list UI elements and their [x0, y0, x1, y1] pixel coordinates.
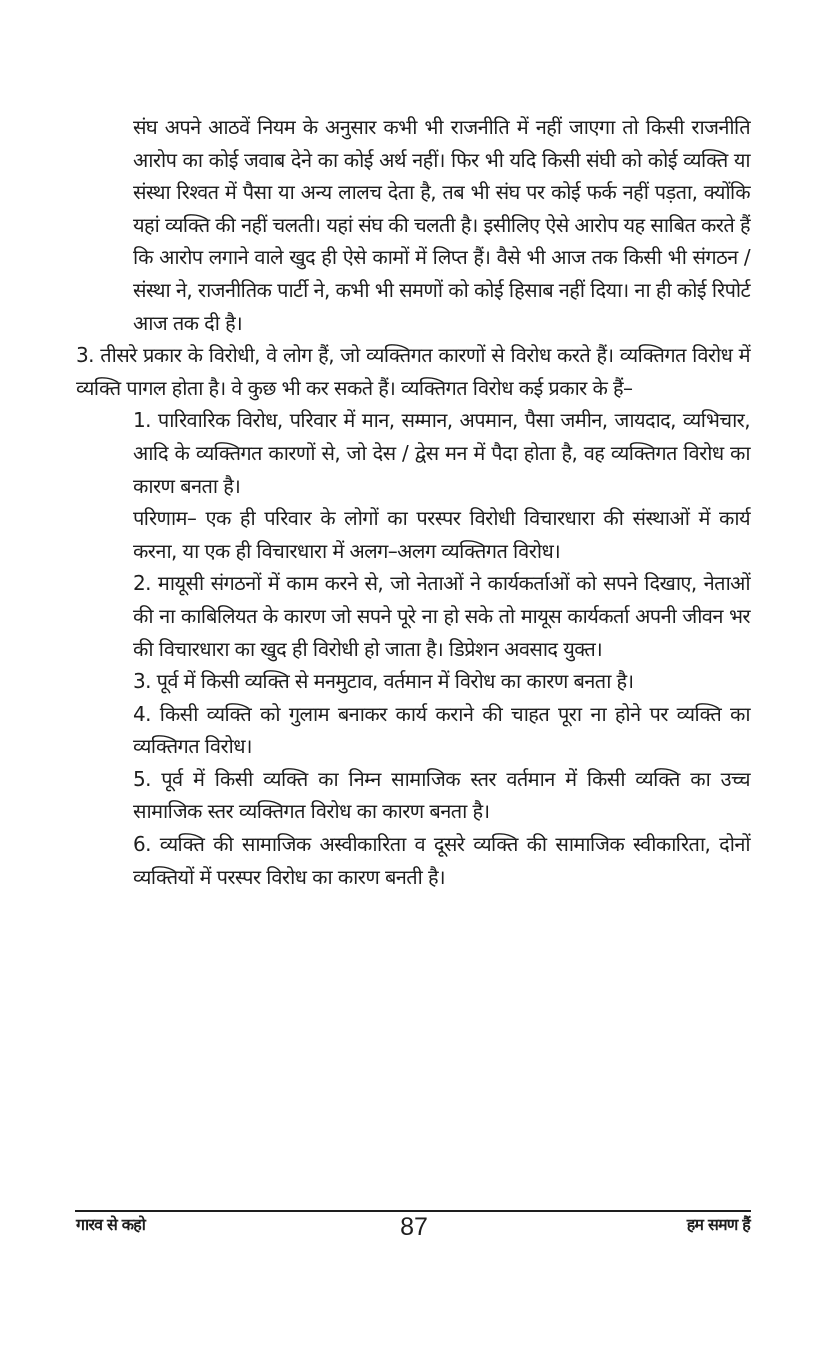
intro-paragraph: संघ अपने आठवें नियम के अनुसार कभी भी राजनीति में नहीं जाएगा तो किसी राजनीति आरोप का कोई जवाब देने का कोई अर्थ नहीं। फिर भी यदि किसी संघी को कोई व्यक्ति या संस्था रिश्वत में पैसा या अन्य लालच देता है, तब भी संघ पर कोई फर्क नहीं पड़ता, क्योंकि यहां व्यक्ति की नहीं चलती। यहां संघ की चलती है। इसीलिए ऐसे आरोप यह साबित करते हैं कि आरोप लगाने वाले खुद ही ऐसे कामों में लिप्त हैं। वैसे भी आज तक किसी भी संगठन / संस्था ने, राजनीतिक पार्टी ने, कभी भी समणों को कोई हिसाब नहीं दिया। ना ही कोई रिपोर्ट आज तक दी है।	[133, 115, 750, 335]
list-item: 5. पूर्व में किसी व्यक्ति का निम्न सामाजिक स्तर वर्तमान में किसी व्यक्ति का उच्च सामाजिक स्तर व्यक्तिगत विरोध का कारण बनता है।	[133, 766, 750, 824]
list-item: 3. पूर्व में किसी व्यक्ति से मनमुटाव, वर्तमान में विरोध का कारण बनता है।	[133, 669, 634, 694]
list-item: 4. किसी व्यक्ति को गुलाम बनाकर कार्य कराने की चाहत पूरा ना होने पर व्यक्ति का व्यक्तिगत विरोध।	[133, 701, 750, 759]
result-paragraph: परिणाम– एक ही परिवार के लोगों का परस्पर विरोधी विचारधारा की संस्थाओं में कार्य करना, या एक ही विचारधारा में अलग–अलग व्यक्तिगत विरोध।	[133, 506, 750, 563]
list-item: 6. व्यक्ति की सामाजिक अस्वीकारिता व दूसरे व्यक्ति की सामाजिक स्वीकारिता, दोनों व्यक्तियों में परस्पर विरोध का कारण बनती है।	[133, 832, 750, 889]
list-item: 2. मायूसी संगठनों में काम करने से, जो नेताओं ने कार्यकर्ताओं को सपने दिखाए, नेताओं की ना काबिलियत के कारण जो सपने पूरे ना हो सके तो मायूस कार्यकर्ता अपनी जीवन भर की विचारधारा का खुद ही विरोधी हो जाता है। डिप्रेशन अवसाद युक्त।	[133, 571, 750, 661]
section-3-paragraph: 3. तीसरे प्रकार के विरोधी, वे लोग हैं, जो व्यक्तिगत कारणों से विरोध करते हैं। व्यक्तिगत विरोध में व्यक्ति पागल होता है। वे कुछ भी कर सकते हैं। व्यक्तिगत विरोध कई प्रकार के हैं–	[76, 343, 750, 400]
page-body	[76, 111, 750, 893]
footer-book-title: गारव से कहो	[76, 1215, 146, 1234]
list-item: 1. पारिवारिक विरोध, परिवार में मान, सम्मान, अपमान, पैसा जमीन, जायदाद, व्यभिचार, आदि के व्यक्तिगत कारणों से, जो देस / द्वेस मन में पैदा होता है, वह व्यक्तिगत विरोध का कारण बनता है।	[133, 408, 750, 498]
page-number: 87	[400, 1213, 428, 1241]
footer-slogan: हम समण हैं	[686, 1215, 750, 1234]
